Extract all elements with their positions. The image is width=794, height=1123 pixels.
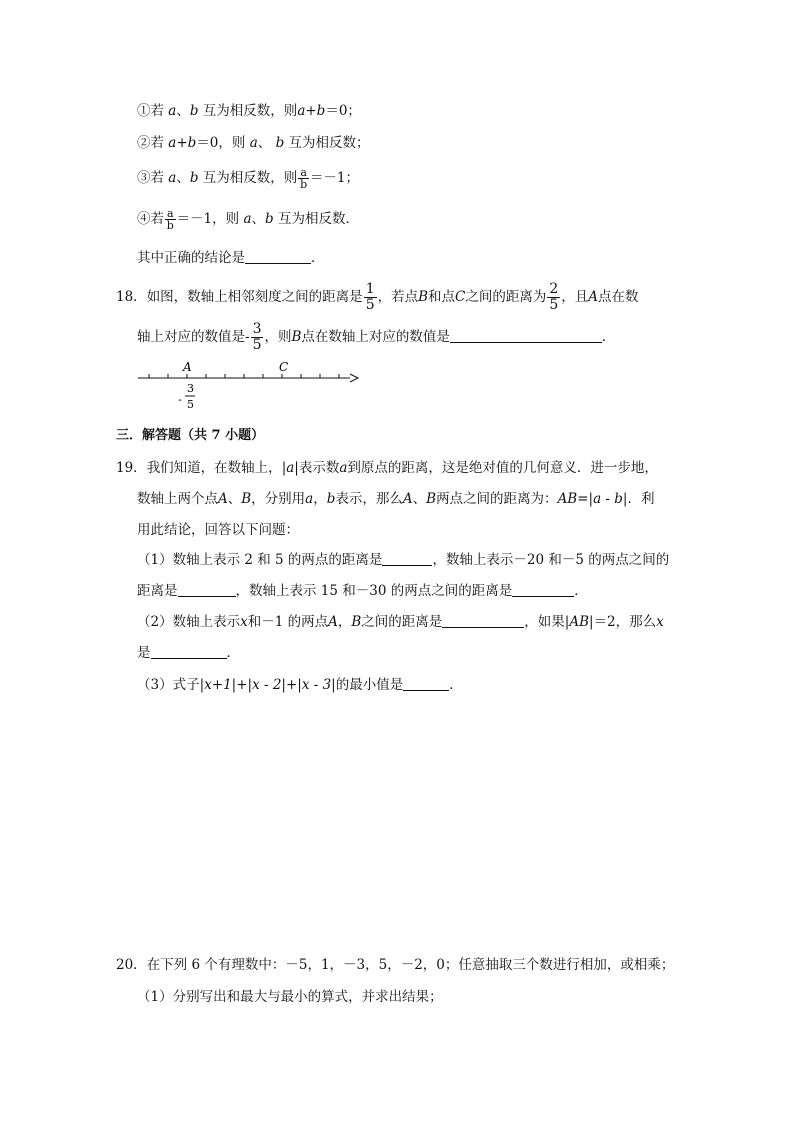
- fraction-a-over-b: $\frac{a}{b}$: [300, 166, 308, 191]
- q20-line-1: 20．在下列 6 个有理数中：－5，1，－3，5，－2，0；任意抽取三个数进行相加，或相乘；: [116, 957, 675, 973]
- fraction-2-5: $\frac{2}{5}$: [549, 281, 559, 313]
- answer-blank[interactable]: [178, 582, 236, 597]
- q19-part-2-line-2: 是 ．: [137, 645, 240, 661]
- q19-part-2-line-1: （2）数轴上表示x和－1 的两点A，B之间的距离是 ，如果|AB|＝2，那么x: [137, 614, 664, 630]
- q19-part-1-line-1: （1）数轴上表示 2 和 5 的两点的距离是 ，数轴上表示－20 和－5 的两点之间的: [137, 552, 670, 568]
- q17-item-1: ①若 a、b 互为相反数，则a+b＝0；: [137, 103, 361, 119]
- q19-part-3: （3）式子|x+1|+|x - 2|+|x - 3|的最小值是 ．: [137, 677, 463, 693]
- q18-line-2: 轴上对应的数值是- $\frac{3}{5}$ ，则B点在数轴上对应的数值是 ．: [137, 321, 616, 353]
- fraction-a-over-b: $\frac{a}{b}$: [166, 207, 174, 232]
- point-a-label: A: [183, 360, 192, 374]
- section-title: 三．解答题（共 7 小题）: [116, 428, 265, 443]
- answer-blank[interactable]: [382, 551, 432, 566]
- q17-conclusion: 其中正确的结论是 ．: [137, 250, 325, 266]
- answer-blank[interactable]: [512, 582, 574, 597]
- q19-part-1-line-2: 距离是 ，数轴上表示 15 和－30 的两点之间的距离是 ．: [137, 583, 588, 599]
- q19-line-3: 用此结论，回答以下问题：: [137, 522, 299, 538]
- point-c-label: C: [279, 360, 289, 374]
- answer-blank[interactable]: [245, 249, 311, 264]
- q17-item-2: ②若 a+b＝0，则 a、 b 互为相反数；: [137, 135, 370, 151]
- q18-line-1: 18．如图，数轴上相邻刻度之间的距离是 $\frac{1}{5}$ ，若点B和点C之间的距离为 $\frac{2}{5}$ ，且A点在数: [116, 281, 639, 313]
- q17-item-4: ④若 $\frac{a}{b}$ ＝－1，则 a、b 互为相反数．: [137, 207, 359, 232]
- answer-blank[interactable]: [450, 328, 602, 343]
- answer-blank[interactable]: [151, 644, 227, 659]
- fraction-denominator: 5: [187, 398, 194, 411]
- fraction-3-5: $\frac{3}{5}$: [252, 321, 262, 353]
- q20-part-1: （1）分别写出和最大与最小的算式，并求出结果；: [137, 989, 443, 1005]
- q17-item-3: ③若 a、b 互为相反数，则 $\frac{a}{b}$ ＝－1；: [137, 166, 359, 191]
- q19-line-2: 数轴上两个点A、B，分别用a，b表示，那么A、B两点之间的距离为：AB=|a - b|．利: [137, 491, 655, 507]
- neg-sign: -: [178, 393, 182, 406]
- answer-blank[interactable]: [442, 613, 524, 628]
- answer-blank[interactable]: [403, 676, 449, 691]
- q19-line-1: 19．我们知道，在数轴上，|a|表示数a到原点的距离，这是绝对值的几何意义．进一步地，: [116, 460, 658, 476]
- fraction-1-5: $\frac{1}{5}$: [365, 281, 375, 313]
- number-line-figure: [132, 358, 372, 418]
- fraction-numerator: 3: [187, 382, 194, 395]
